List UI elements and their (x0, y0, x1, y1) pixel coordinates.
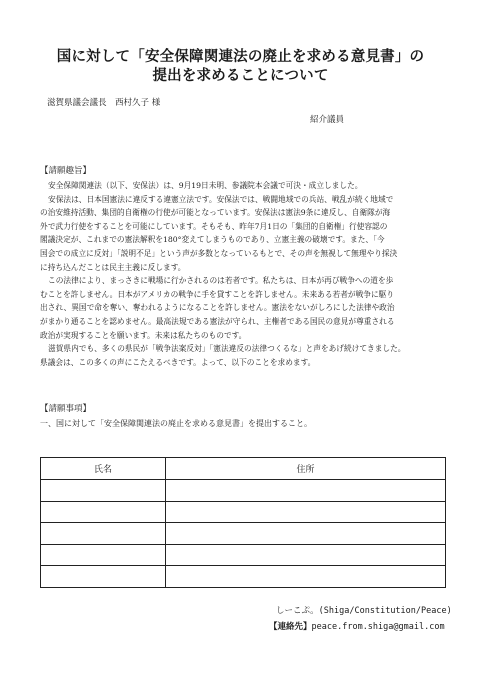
address-cell[interactable] (166, 566, 446, 588)
table-row (41, 501, 446, 523)
contact-line (269, 620, 445, 632)
request-item: 一、国に対して「安全保障関連法の廃止を求める意見書」を提出すること。 (40, 419, 312, 428)
items-heading: 【請願事項】 (40, 404, 92, 414)
body-line: むことを許しません。日本がアメリカの戦争に手を貸すことを許しません。未来ある若者が戦争に駆り (40, 289, 395, 299)
name-cell[interactable] (41, 480, 166, 502)
body-line: 出され、異国で命を奪い、奪われるようになることを許しません。憲法をないがしろにした法律や政治 (40, 303, 395, 313)
document-title-line2: 提出を求めることについて (152, 68, 329, 84)
introducer-label: 紹介議員 (310, 115, 345, 125)
contact-email[interactable]: peace.from.shiga@gmail.com (311, 622, 445, 632)
name-cell[interactable] (41, 544, 166, 566)
body-line: の治安維持活動、集団的自衛権の行使が可能となっています。安保法は憲法9条に違反し、自衛隊が海 (40, 208, 391, 218)
body-line: 滋賀県内でも、多くの県民が「戦争法案反対」「憲法違反の法律つくるな」と声をあげ続けてきました。 (48, 344, 406, 354)
address-cell[interactable] (166, 523, 446, 545)
body-line: この法律により、まっさきに戦場に行かされるのは若者です。私たちは、日本が再び戦争への道を歩 (48, 276, 394, 286)
document-title-line1: 国に対して「安全保障関連法の廃止を求める意見書」の (56, 49, 425, 65)
name-cell[interactable] (41, 566, 166, 588)
table-row (41, 566, 446, 588)
contact-label: 【連絡先】 (269, 622, 312, 632)
table-row (41, 544, 446, 566)
column-header-name: 氏名 (41, 458, 166, 480)
table-row (41, 523, 446, 545)
column-header-address: 住所 (166, 458, 446, 480)
organization-name: しーこぷ。(Shiga/Constitution/Peace) (276, 606, 452, 616)
addressee: 滋賀県議会議長 西村久子 様 (47, 98, 161, 108)
name-cell[interactable] (41, 523, 166, 545)
table-row (41, 480, 446, 502)
address-cell[interactable] (166, 544, 446, 566)
body-line: に持ち込んだことは民主主義に反します。 (40, 262, 186, 272)
petition-heading: 【請願趣旨】 (40, 166, 92, 176)
body-line: 県議会は、この多くの声にこたえるべきです。よって、以下のことを求めます。 (40, 357, 316, 367)
name-cell[interactable] (41, 501, 166, 523)
signature-table (40, 457, 446, 588)
body-line: 安全保障関連法（以下、安保法）は、9月19日未明、参議院本会議で可決・成立しました。 (48, 181, 363, 190)
petition-body (40, 179, 450, 369)
address-cell[interactable] (166, 480, 446, 502)
address-cell[interactable] (166, 501, 446, 523)
body-line: 安保法は、日本国憲法に違反する違憲立法です。安保法では、戦闘地域での兵站、戦乱が続く地域で (48, 194, 394, 204)
body-line: 政治が実現することを願います。未来は私たちのものです。 (40, 330, 247, 340)
body-line: 国会での成立に反対」「説明不足」という声が多数となっているもとで、その声を無視して無理やり採決 (40, 248, 398, 258)
signature-table-header (41, 458, 446, 480)
body-line: 閣議決定が、これまでの憲法解釈を180°変えてしまうものであり、立憲主義の破壊です。また、「今 (40, 235, 385, 245)
body-line: がまかり通ることを認めません。最高法規である憲法が守られ、主権者である国民の意見が尊重される (40, 316, 395, 326)
body-line: 外で武力行使をすることを可能にしています。そもそも、昨年7月1日の「集団的自衛権」行使容認の (40, 221, 388, 231)
